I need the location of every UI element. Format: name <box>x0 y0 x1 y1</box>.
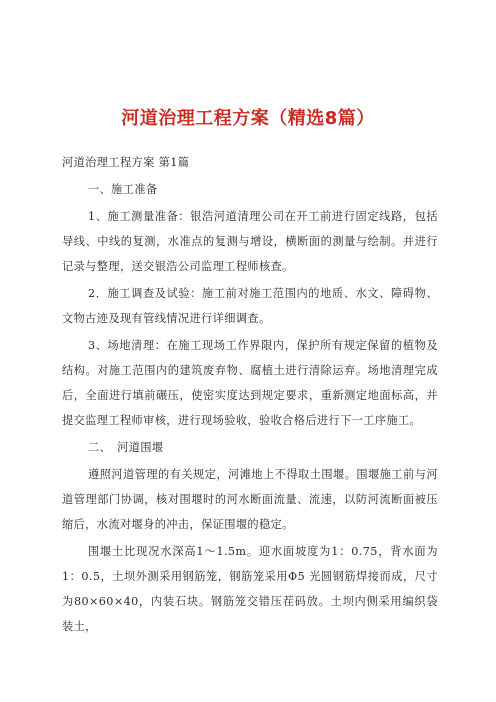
document-body <box>62 150 438 639</box>
paragraph-cofferdam-regulations: 遵照河道管理的有关规定，河滩地上不得取土围堰。围堰施工前与河道管理部门协调，核对围堰时的河水断面流量、流速，以防河流断面被压缩后，水流对堰身的冲击，保证围堰的稳定。 <box>62 468 438 531</box>
paragraph-survey-preparation: 1、施工测量准备：银浩河道清理公司在开工前进行固定线路，包括导线、中线的复测，水准点的复测与增设，横断面的测量与绘制。并进行记录与整理，送交银浩公司监理工程师核查。 <box>62 210 438 273</box>
paragraph-site-investigation: 2．施工调查及试验：施工前对施工范围内的地质、水文、障碍物、文物古迹及现有管线情况进行详细调查。 <box>62 287 438 325</box>
heading-construction-preparation: 一、施工准备 <box>88 183 158 196</box>
document-title: 河道治理工程方案（精选8篇） <box>121 108 375 129</box>
section-subtitle: 河道治理工程方案 第1篇 <box>62 156 190 169</box>
heading-river-cofferdam: 二、 河道围堰 <box>88 441 164 454</box>
paragraph-cofferdam-specs: 围堰土比现况水深高1～1.5m。迎水面坡度为1：0.75，背水面为1：0.5，土坝外测采用钢筋笼，钢筋笼采用Φ5 光圆钢筋焊接而成，尺寸为80×60×40，内装石块。钢筋笼交错压茬码放。土坝内侧采用编织袋装土， <box>62 545 438 633</box>
paragraph-site-clearing: 3、场地清理：在施工现场工作界限内，保护所有规定保留的植物及结构。对施工范围内的建筑废弃物、腐植土进行清除运弃。场地清理完成后，全面进行填前碾压，使密实度达到规定要求，重新测定地面标高，并提交监理工程师审核，进行现场验收，验收合格后进行下一工序施工。 <box>62 339 438 427</box>
